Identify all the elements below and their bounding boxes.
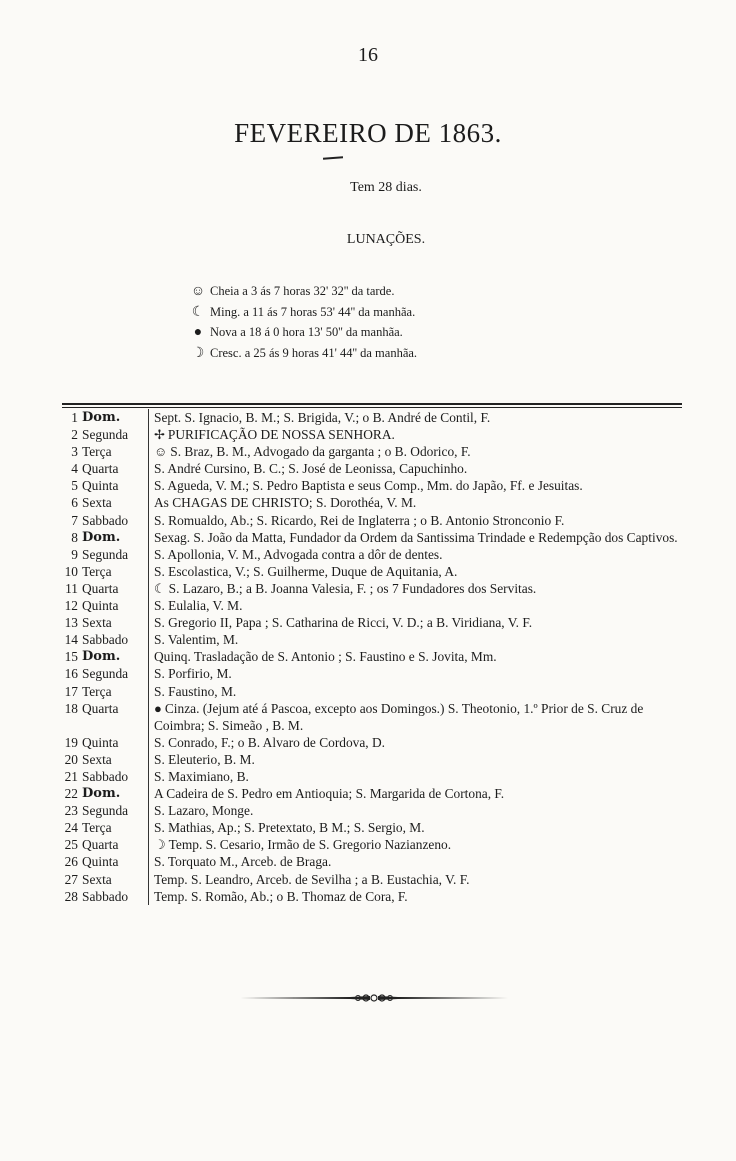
calendar-row [56,443,686,460]
lunation-row [190,302,417,323]
feast-text: S. Romualdo, Ab.; S. Ricardo, Rei de Inglaterra ; o B. Antonio Stronconio F. [154,512,565,528]
feast-entry [149,665,687,682]
lunation-text: Cheia a 3 ás 7 horas 32' 32'' da tarde. [210,284,395,298]
feast-entry [149,768,687,785]
weekday: Terça [82,683,149,700]
phase-symbol-icon: ☽ [154,837,166,853]
calendar-table [56,409,686,905]
calendar-row [56,700,686,734]
weekday: Sexta [82,614,149,631]
feast-entry [149,409,687,426]
feast-entry [149,631,687,648]
day-number: 5 [71,478,78,494]
ornament-divider [240,992,508,1004]
day-number: 25 [64,837,78,853]
feast-text: S. Porfirio, M. [154,666,232,682]
feast-entry [149,460,687,477]
feast-entry [149,871,687,888]
feast-text: S. Eulalia, V. M. [154,598,243,614]
day-number: 8 [71,529,78,545]
feast-text: S. Maximiano, B. [154,768,249,784]
day-number: 11 [65,580,78,596]
feast-entry [149,443,687,460]
calendar-row [56,631,686,648]
calendar-row [56,768,686,785]
day-number: 17 [64,683,78,699]
day-number: 6 [71,495,78,511]
weekday: Dom. [82,529,149,546]
weekday: Quarta [82,700,149,734]
feast-entry [149,802,687,819]
feast-entry [149,614,687,631]
calendar-row [56,563,686,580]
feast-text: S. Mathias, Ap.; S. Pretextato, B M.; S. Sergio, M. [154,820,425,836]
day-number: 3 [71,444,78,460]
day-number: 1 [71,410,78,425]
weekday: Quinta [82,597,149,614]
full-moon-icon: ☺ [190,284,206,299]
calendar-row [56,648,686,665]
lunations-list [190,281,417,363]
lunation-row [190,343,417,364]
phase-symbol-icon: ☾ [154,580,166,596]
feast-entry [149,700,687,734]
feast-text: Cinza. (Jejum até á Pascoa, excepto aos Domingos.) S. Theotonio, 1.º Prior de S. Cruz de Coimbra; S. Simeão , B. M. [154,700,644,733]
days-note: Tem 28 dias. [350,180,422,195]
calendar-row [56,836,686,853]
feast-text: Sept. S. Ignacio, B. M.; S. Brigida, V.; o B. André de Contil, F. [154,410,491,425]
day-number: 4 [71,461,78,477]
calendar-row [56,888,686,905]
feast-entry [149,888,687,905]
feast-entry [149,683,687,700]
day-number: 19 [64,734,78,750]
feast-text: S. Gregorio II, Papa ; S. Catharina de Ricci, V. D.; a B. Viridiana, V. F. [154,615,533,631]
day-number: 20 [64,751,78,767]
weekday: Sabbado [82,768,149,785]
weekday: Quinta [82,477,149,494]
weekday: Sabbado [82,512,149,529]
top-rule [62,403,682,408]
day-number: 15 [64,649,78,665]
feast-text: S. Lazaro, Monge. [154,803,254,819]
weekday: Dom. [82,409,149,426]
weekday: Sabbado [82,888,149,905]
feast-text: Temp. S. Romão, Ab.; o B. Thomaz de Cora, F. [154,888,408,904]
calendar-row [56,802,686,819]
feast-entry [149,563,687,580]
calendar-row [56,853,686,870]
weekday: Sexta [82,494,149,511]
calendar-row [56,546,686,563]
feast-entry [149,477,687,494]
calendar-row [56,819,686,836]
feast-entry [149,734,687,751]
day-number: 18 [64,700,78,716]
feast-text: PURIFICAÇÃO DE NOSSA SENHORA. [167,427,395,443]
weekday: Quinta [82,734,149,751]
feast-text: S. Lazaro, B.; a B. Joanna Valesia, F. ; os 7 Fundadores dos Servitas. [168,580,537,596]
lunation-text: Nova a 18 á 0 hora 13' 50'' da manhãa. [210,325,403,339]
feast-entry [149,819,687,836]
calendar-row [56,734,686,751]
feast-text: S. Torquato M., Arceb. de Braga. [154,854,332,870]
weekday: Quinta [82,853,149,870]
new-moon-icon: ● [193,325,203,340]
feast-entry [149,529,687,546]
phase-symbol-icon: ● [154,700,162,716]
day-number: 2 [71,427,78,443]
feast-entry [149,512,687,529]
calendar-row [56,512,686,529]
feast-text: S. Faustino, M. [154,683,237,699]
feast-text: Sexag. S. João da Matta, Fundador da Ordem da Santissima Trindade e Redempção dos Captivos. [154,529,678,545]
feast-entry [149,836,687,853]
feast-text: S. Apollonia, V. M., Advogada contra a dôr de dentes. [154,546,443,562]
day-number: 28 [64,888,78,904]
day-number: 9 [71,546,78,562]
weekday: Sexta [82,751,149,768]
feast-entry [149,494,687,511]
calendar-row [56,785,686,802]
calendar-row [56,460,686,477]
feast-text: Temp. S. Leandro, Arceb. de Sevilha ; a B. Eustachia, V. F. [154,871,470,887]
feast-text: S. Agueda, V. M.; S. Pedro Baptista e seus Comp., Mm. do Japão, Ff. e Jesuitas. [154,478,583,494]
feast-text: S. Valentim, M. [154,632,239,648]
weekday: Quarta [82,836,149,853]
feast-text: S. Conrado, F.; o B. Alvaro de Cordova, D. [154,734,386,750]
calendar-row [56,494,686,511]
feast-text: S. Eleuterio, B. M. [154,751,255,767]
page-number: 16 [358,44,378,66]
feast-entry [149,648,687,665]
last-quarter-icon: ☾ [191,304,205,320]
calendar-row [56,597,686,614]
weekday: Terça [82,563,149,580]
day-number: 16 [64,666,78,682]
page-title: FEVEREIRO DE 1863. [234,118,502,148]
day-number: 27 [64,871,78,887]
feast-text: S. Escolastica, V.; S. Guilherme, Duque de Aquitania, A. [154,563,458,579]
weekday: Dom. [82,785,149,802]
calendar-row [56,529,686,546]
calendar-row [56,409,686,426]
calendar-row [56,426,686,443]
day-number: 12 [64,598,78,614]
weekday: Segunda [82,665,149,682]
feast-entry [149,853,687,870]
weekday: Segunda [82,426,149,443]
calendar-row [56,580,686,597]
calendar-row [56,871,686,888]
calendar-row [56,751,686,768]
weekday: Sexta [82,871,149,888]
weekday: Quarta [82,460,149,477]
first-quarter-icon: ☽ [191,345,205,361]
lunation-row [190,281,417,302]
day-number: 26 [64,854,78,870]
weekday: Quarta [82,580,149,597]
day-number: 21 [64,768,78,784]
feast-text: A Cadeira de S. Pedro em Antioquia; S. Margarida de Cortona, F. [154,786,505,802]
feast-entry [149,597,687,614]
feast-text: S. Braz, B. M., Advogado da garganta ; o B. Odorico, F. [170,444,471,460]
calendar-row [56,614,686,631]
lunations-heading: LUNAÇÕES. [346,232,426,247]
feast-entry [149,785,687,802]
weekday: Segunda [82,802,149,819]
phase-symbol-icon: ✢ [154,427,165,443]
day-number: 14 [64,632,78,648]
weekday: Terça [82,443,149,460]
calendar-row [56,683,686,700]
feast-text: Quinq. Trasladação de S. Antonio ; S. Faustino e S. Jovita, Mm. [154,649,497,665]
feast-text: S. André Cursino, B. C.; S. José de Leonissa, Capuchinho. [154,461,468,477]
weekday: Terça [82,819,149,836]
day-number: 23 [64,803,78,819]
lunation-text: Cresc. a 25 ás 9 horas 41' 44'' da manhãa. [210,345,418,360]
lunation-text: Ming. a 11 ás 7 horas 53' 44'' da manhãa. [210,304,416,319]
feast-text: As CHAGAS DE CHRISTO; S. Dorothéa, V. M. [154,495,417,511]
feast-text: Temp. S. Cesario, Irmão de S. Gregorio Nazianzeno. [168,837,452,853]
day-number: 13 [64,615,78,631]
lunation-row [190,322,417,343]
calendar-row [56,665,686,682]
weekday: Sabbado [82,631,149,648]
day-number: 7 [71,512,78,528]
feast-entry [149,751,687,768]
feast-entry [149,546,687,563]
feast-entry [149,426,687,443]
day-number: 10 [64,563,78,579]
calendar-row [56,477,686,494]
weekday: Dom. [82,648,149,665]
title-dash [323,156,343,159]
feast-entry [149,580,687,597]
phase-symbol-icon: ☺ [154,444,168,460]
day-number: 24 [64,820,78,836]
day-number: 22 [64,786,78,802]
weekday: Segunda [82,546,149,563]
